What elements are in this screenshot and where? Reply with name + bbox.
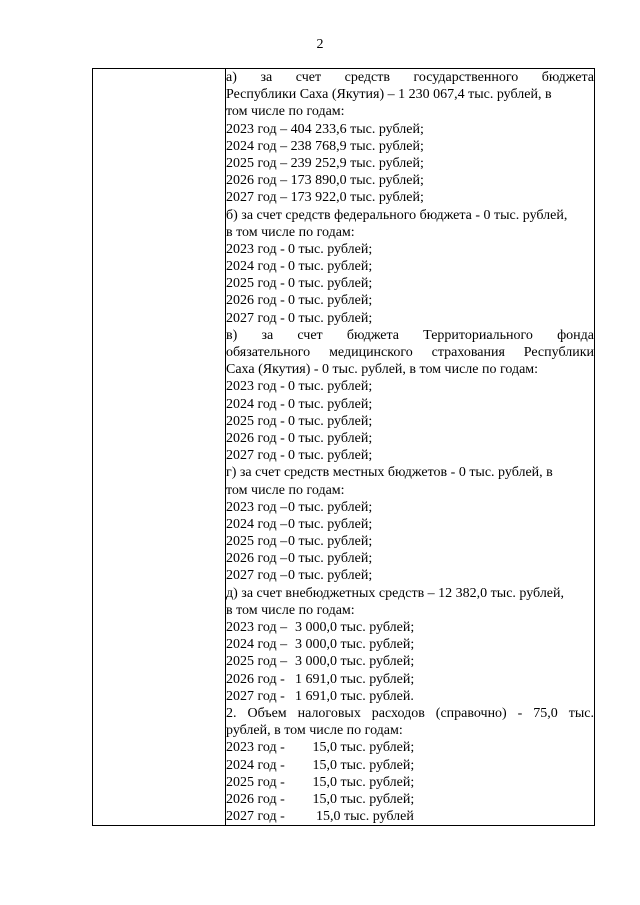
year-value: 0 тыс. рублей; — [288, 430, 373, 446]
year-value: 0 тыс. рублей; — [288, 413, 373, 429]
text-line: том числе по годам: — [226, 104, 345, 120]
year-line — [226, 791, 594, 808]
year-value: 15,0 тыс. рублей — [316, 809, 414, 825]
year-value: 0 тыс. рублей; — [288, 276, 373, 292]
year-line — [226, 275, 594, 292]
year-line — [226, 619, 594, 636]
year-line — [226, 292, 594, 309]
year-value: 0 тыс. рублей; — [288, 241, 373, 257]
year-value: 173 890,0 тыс. рублей; — [290, 173, 424, 189]
section-local-budgets — [226, 464, 594, 584]
year-label: 2025 год - — [226, 774, 285, 790]
year-label: 2025 год - — [226, 413, 285, 429]
year-line — [226, 310, 594, 327]
year-line — [226, 653, 594, 670]
text-line: том числе по годам: — [226, 482, 345, 498]
year-line — [226, 774, 594, 791]
text-line: б) за счет средств федерального бюджета - 0 тыс. рублей, — [226, 207, 568, 223]
year-line — [226, 550, 594, 567]
year-label: 2026 год - — [226, 293, 285, 309]
table-row — [93, 69, 595, 826]
year-line — [226, 636, 594, 653]
year-label: 2024 год - — [226, 259, 285, 275]
year-label: 2023 год - — [226, 379, 285, 395]
year-value: 3 000,0 тыс. рублей; — [295, 654, 415, 670]
year-line — [226, 499, 594, 516]
year-label: 2025 год – — [226, 534, 288, 550]
text-line: в том числе по годам: — [226, 224, 355, 240]
year-label: 2024 год – — [226, 516, 288, 532]
year-line — [226, 138, 594, 155]
year-value: 0 тыс. рублей; — [288, 379, 373, 395]
year-label: 2023 год – — [226, 499, 288, 515]
year-value: 0 тыс. рублей; — [288, 310, 373, 326]
funding-table — [92, 68, 595, 826]
year-label: 2024 год – — [226, 138, 288, 154]
text-line: в) за счет бюджета Территориального фонда — [226, 327, 594, 343]
year-value: 0 тыс. рублей; — [288, 534, 373, 550]
year-line — [226, 413, 594, 430]
year-label: 2026 год - — [226, 671, 285, 687]
year-label: 2026 год - — [226, 791, 285, 807]
year-line — [226, 430, 594, 447]
year-value: 0 тыс. рублей; — [288, 551, 373, 567]
year-line — [226, 189, 594, 206]
year-value: 239 252,9 тыс. рублей; — [290, 155, 424, 171]
year-value: 0 тыс. рублей; — [288, 448, 373, 464]
year-value: 15,0 тыс. рублей; — [312, 791, 415, 807]
section-state-budget — [226, 69, 594, 207]
year-value: 15,0 тыс. рублей; — [312, 740, 415, 756]
year-label: 2024 год - — [226, 757, 285, 773]
text-line: Республики Саха (Якутия) – 1 230 067,4 тыс. рублей, в — [226, 87, 552, 103]
year-label: 2025 год - — [226, 276, 285, 292]
year-label: 2023 год - — [226, 740, 285, 756]
year-value: 0 тыс. рублей; — [288, 396, 373, 412]
year-label: 2025 год – — [226, 155, 288, 171]
year-line — [226, 378, 594, 395]
year-label: 2026 год - — [226, 430, 285, 446]
year-line — [226, 757, 594, 774]
text-line: а) за счет средств государственного бюджета — [226, 70, 594, 85]
year-label: 2026 год – — [226, 173, 288, 189]
section-federal-budget — [226, 207, 594, 327]
label-cell — [93, 69, 226, 826]
text-line: рублей, в том числе по годам: — [226, 723, 403, 739]
year-line — [226, 567, 594, 584]
year-line — [226, 516, 594, 533]
year-line — [226, 396, 594, 413]
year-label: 2027 год – — [226, 190, 288, 206]
text-line: Саха (Якутия) - 0 тыс. рублей, в том числе по годам: — [226, 362, 539, 378]
year-label: 2027 год - — [226, 809, 285, 825]
text-line: д) за счет внебюджетных средств – 12 382,0 тыс. рублей, — [226, 585, 565, 601]
year-line — [226, 808, 594, 825]
text-line: в том числе по годам: — [226, 602, 355, 618]
year-line — [226, 155, 594, 172]
year-value: 0 тыс. рублей; — [288, 499, 373, 515]
year-line — [226, 241, 594, 258]
year-value: 1 691,0 тыс. рублей; — [295, 671, 415, 687]
year-label: 2027 год - — [226, 688, 285, 704]
year-line — [226, 533, 594, 550]
year-line — [226, 121, 594, 138]
year-label: 2027 год – — [226, 568, 288, 584]
year-value: 3 000,0 тыс. рублей; — [295, 637, 415, 653]
text-line: 2. Объем налоговых расходов (справочно) - 75,0 тыс. — [226, 705, 594, 721]
year-label: 2023 год – — [226, 620, 288, 635]
year-line — [226, 258, 594, 275]
year-label: 2026 год – — [226, 551, 288, 567]
content-cell — [226, 69, 595, 826]
page-number: 2 — [316, 37, 324, 52]
year-value: 15,0 тыс. рублей; — [312, 757, 415, 773]
year-label: 2027 год - — [226, 448, 285, 464]
text-line: г) за счет средств местных бюджетов - 0 тыс. рублей, в — [226, 465, 553, 481]
year-value: 0 тыс. рублей; — [288, 568, 373, 584]
text-line: обязательного медицинского страхования Республики — [226, 345, 594, 360]
year-value: 0 тыс. рублей; — [288, 259, 373, 275]
section-tfoms-budget — [226, 327, 594, 465]
year-value: 173 922,0 тыс. рублей; — [290, 190, 424, 206]
year-line — [226, 688, 594, 705]
year-value: 0 тыс. рублей; — [288, 293, 373, 309]
year-value: 3 000,0 тыс. рублей; — [295, 620, 415, 635]
year-line — [226, 671, 594, 688]
year-label: 2025 год – — [226, 654, 288, 670]
year-value: 15,0 тыс. рублей; — [312, 774, 415, 790]
year-label: 2024 год – — [226, 637, 288, 653]
year-value: 404 233,6 тыс. рублей; — [290, 121, 424, 137]
year-label: 2024 год - — [226, 396, 285, 412]
year-value: 0 тыс. рублей; — [288, 516, 373, 532]
year-line — [226, 447, 594, 464]
year-line — [226, 172, 594, 189]
year-label: 2023 год – — [226, 121, 288, 137]
year-label: 2027 год - — [226, 310, 285, 326]
section-tax-expenses — [226, 705, 594, 825]
year-value: 1 691,0 тыс. рублей. — [295, 688, 414, 704]
year-value: 238 768,9 тыс. рублей; — [290, 138, 424, 154]
year-line — [226, 739, 594, 756]
year-label: 2023 год - — [226, 241, 285, 257]
section-extrabudgetary — [226, 585, 594, 705]
